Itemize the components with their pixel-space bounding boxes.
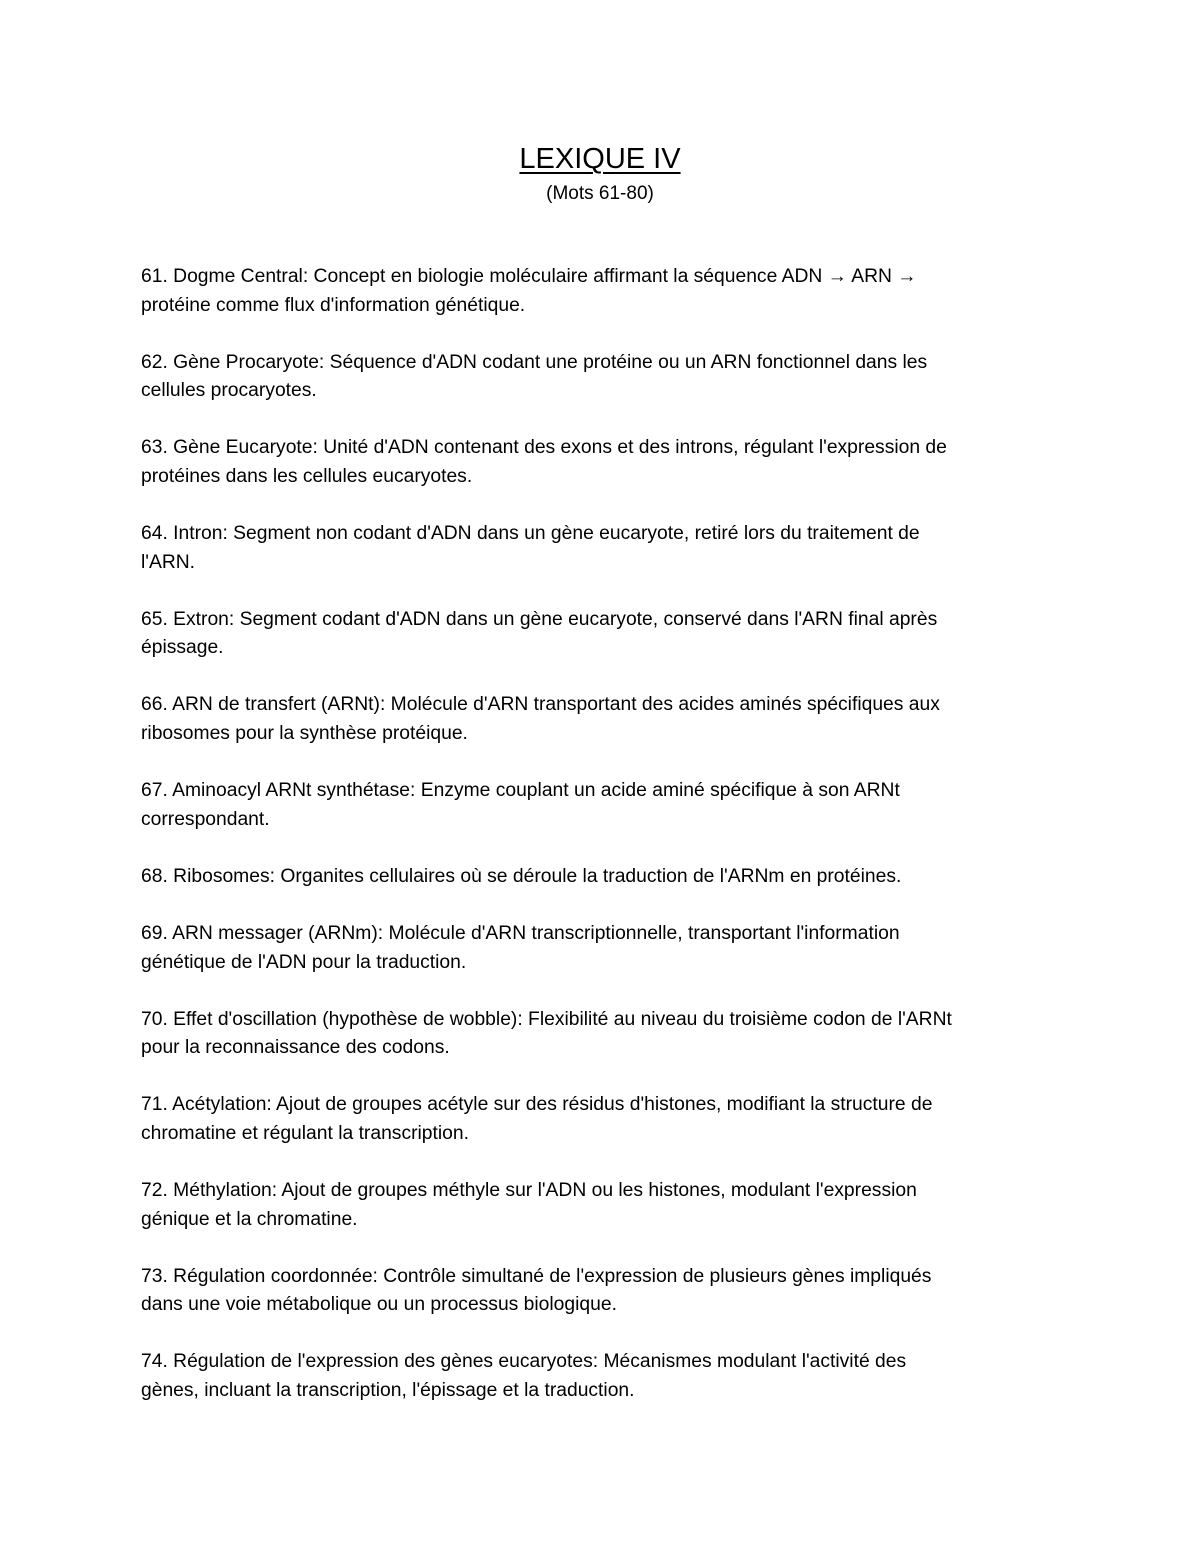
glossary-entry-73: 73. Régulation coordonnée: Contrôle simultané de l'expression de plusieurs gènes impliqués dans une voie métabolique ou un processus biologique. <box>141 1265 932 1316</box>
glossary-entry-70: 70. Effet d'oscillation (hypothèse de wobble): Flexibilité au niveau du troisième codon de l'ARNt pour la reconnaissance des codons. <box>141 1008 952 1059</box>
glossary-entry-62: 62. Gène Procaryote: Séquence d'ADN codant une protéine ou un ARN fonctionnel dans les cellules procaryotes. <box>141 351 928 402</box>
glossary-entry-66: 66. ARN de transfert (ARNt): Molécule d'ARN transportant des acides aminés spécifiques aux ribosomes pour la synthèse protéique. <box>141 694 940 744</box>
glossary-entry-67: 67. Aminoacyl ARNt synthétase: Enzyme couplant un acide aminé spécifique à son ARNt correspondant. <box>141 780 900 830</box>
glossary-entry-68: 68. Ribosomes: Organites cellulaires où se déroule la traduction de l'ARNm en protéines. <box>141 865 902 887</box>
glossary-entry-72: 72. Méthylation: Ajout de groupes méthyle sur l'ADN ou les histones, modulant l'expression génique et la chromatine. <box>141 1180 917 1230</box>
glossary-list <box>141 263 1061 1434</box>
glossary-entry-74: 74. Régulation de l'expression des gènes eucaryotes: Mécanismes modulant l'activité des gènes, incluant la transcription, l'épissage et la traduction. <box>141 1351 907 1401</box>
glossary-entry-64: 64. Intron: Segment non codant d'ADN dans un gène eucaryote, retiré lors du traitement de l'ARN. <box>141 523 920 573</box>
glossary-entry-71: 71. Acétylation: Ajout de groupes acétyle sur des résidus d'histones, modifiant la structure de chromatine et régulant la transcription. <box>141 1094 933 1144</box>
glossary-entry-69: 69. ARN messager (ARNm): Molécule d'ARN transcriptionnelle, transportant l'information génétique de l'ADN pour la traduction. <box>141 923 900 973</box>
glossary-entry-61: 61. Dogme Central: Concept en biologie moléculaire affirmant la séquence ADN → ARN → protéine comme flux d'information génétique. <box>141 266 917 316</box>
page-title: LEXIQUE IV <box>519 143 681 175</box>
page-subtitle: (Mots 61-80) <box>546 183 654 204</box>
glossary-entry-65: 65. Extron: Segment codant d'ADN dans un gène eucaryote, conservé dans l'ARN final après épissage. <box>141 608 938 659</box>
glossary-entry-63: 63. Gène Eucaryote: Unité d'ADN contenant des exons et des introns, régulant l'expression de protéines dans les cellules eucaryotes. <box>141 437 947 487</box>
